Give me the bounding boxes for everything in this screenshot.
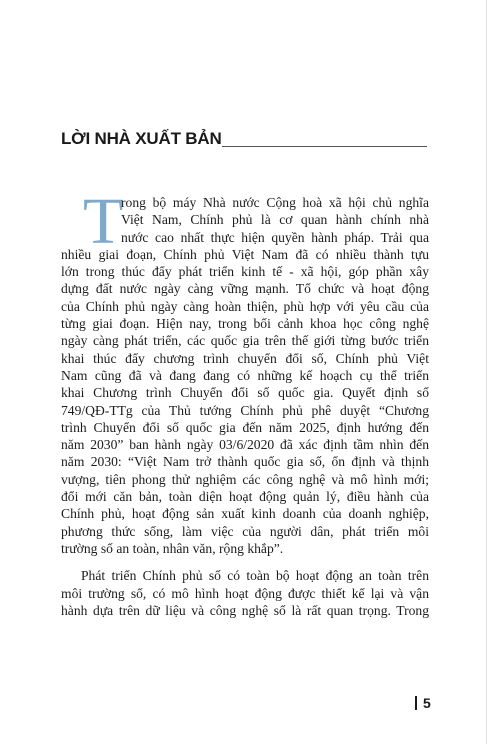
- text-line: của Chính phủ ngày càng hoàn thiện, phù hợp với yêu cầu của: [61, 298, 429, 314]
- text-line: môi trường số, có mô hình hoạt động được thiết kế lại và vận: [61, 585, 429, 601]
- page-number: [415, 695, 431, 711]
- heading-rule: [222, 146, 427, 147]
- text-line: trình Chuyển đổi số quốc gia đến năm 2025, định hướng đến: [61, 419, 429, 435]
- text-line: 749/QĐ-TTg của Thủ tướng Chính phủ phê duyệt “Chương: [61, 402, 429, 418]
- text-line: nước cao nhất thực hiện quyền hành pháp. Trải qua: [121, 229, 429, 245]
- page-number-bar: [415, 696, 417, 710]
- text-line: dựng đất nước ngày càng vững mạnh. Tổ chức và hoạt động: [61, 281, 429, 297]
- text-line: Việt Nam, Chính phủ là cơ quan hành chính nhà: [121, 212, 429, 228]
- paragraph-2: [61, 567, 429, 619]
- text-line: năm 2030: “Việt Nam trở thành quốc gia số, ổn định và thịnh: [61, 454, 429, 470]
- text-line: Chính phủ, hoạt động sản xuất kinh doanh của doanh nghiệp,: [61, 506, 429, 522]
- text-line: đổi mới căn bản, toàn diện hoạt động quản lý, điều hành của: [61, 489, 429, 505]
- section-heading: LỜI NHÀ XUẤT BẢN: [61, 129, 222, 148]
- text-line: ngày càng phát triển, các quốc gia trên thế giới từng bước triển: [61, 333, 429, 349]
- text-line: phương thức sống, làm việc của người dân, phát triển môi: [61, 523, 429, 539]
- text-line: vượng, tiên phong thử nghiệm các công nghệ và mô hình mới;: [61, 471, 429, 487]
- text-line: năm 2030” ban hành ngày 03/6/2020 đã xác định tầm nhìn đến: [61, 437, 429, 453]
- page-number-value: 5: [423, 695, 431, 711]
- text-line: rong bộ máy Nhà nước Cộng hoà xã hội chủ nghĩa: [121, 195, 429, 210]
- body-text: [61, 185, 429, 619]
- drop-cap: T: [83, 185, 124, 258]
- text-line: hành dựa trên dữ liệu và công nghệ số là rất quan trọng. Trong: [61, 602, 429, 618]
- text-line: từng giai đoạn. Hiện nay, trong bối cảnh khoa học công nghệ: [61, 316, 429, 332]
- paragraph-1: [61, 185, 429, 557]
- page-edge: [486, 0, 493, 744]
- text-line: khai thúc đẩy chương trình chuyển đổi số, Chính phủ Việt: [61, 350, 429, 366]
- text-line: nhiều giai đoạn, Chính phủ Việt Nam đã có nhiều thành tựu: [61, 246, 429, 262]
- text-line: khai Chương trình Chuyển đổi số quốc gia. Quyết định số: [61, 385, 429, 401]
- text-line: Phát triển Chính phủ số có toàn bộ hoạt động an toàn trên: [81, 568, 429, 584]
- text-line: Nam cũng đã và đang đang có những kế hoạch cụ thể triển: [61, 367, 429, 383]
- text-line: lớn trong thúc đẩy phát triển kinh tế - xã hội, góp phần xây: [61, 264, 429, 280]
- text-line: trường số an toàn, nhân văn, rộng khắp”.: [61, 540, 284, 556]
